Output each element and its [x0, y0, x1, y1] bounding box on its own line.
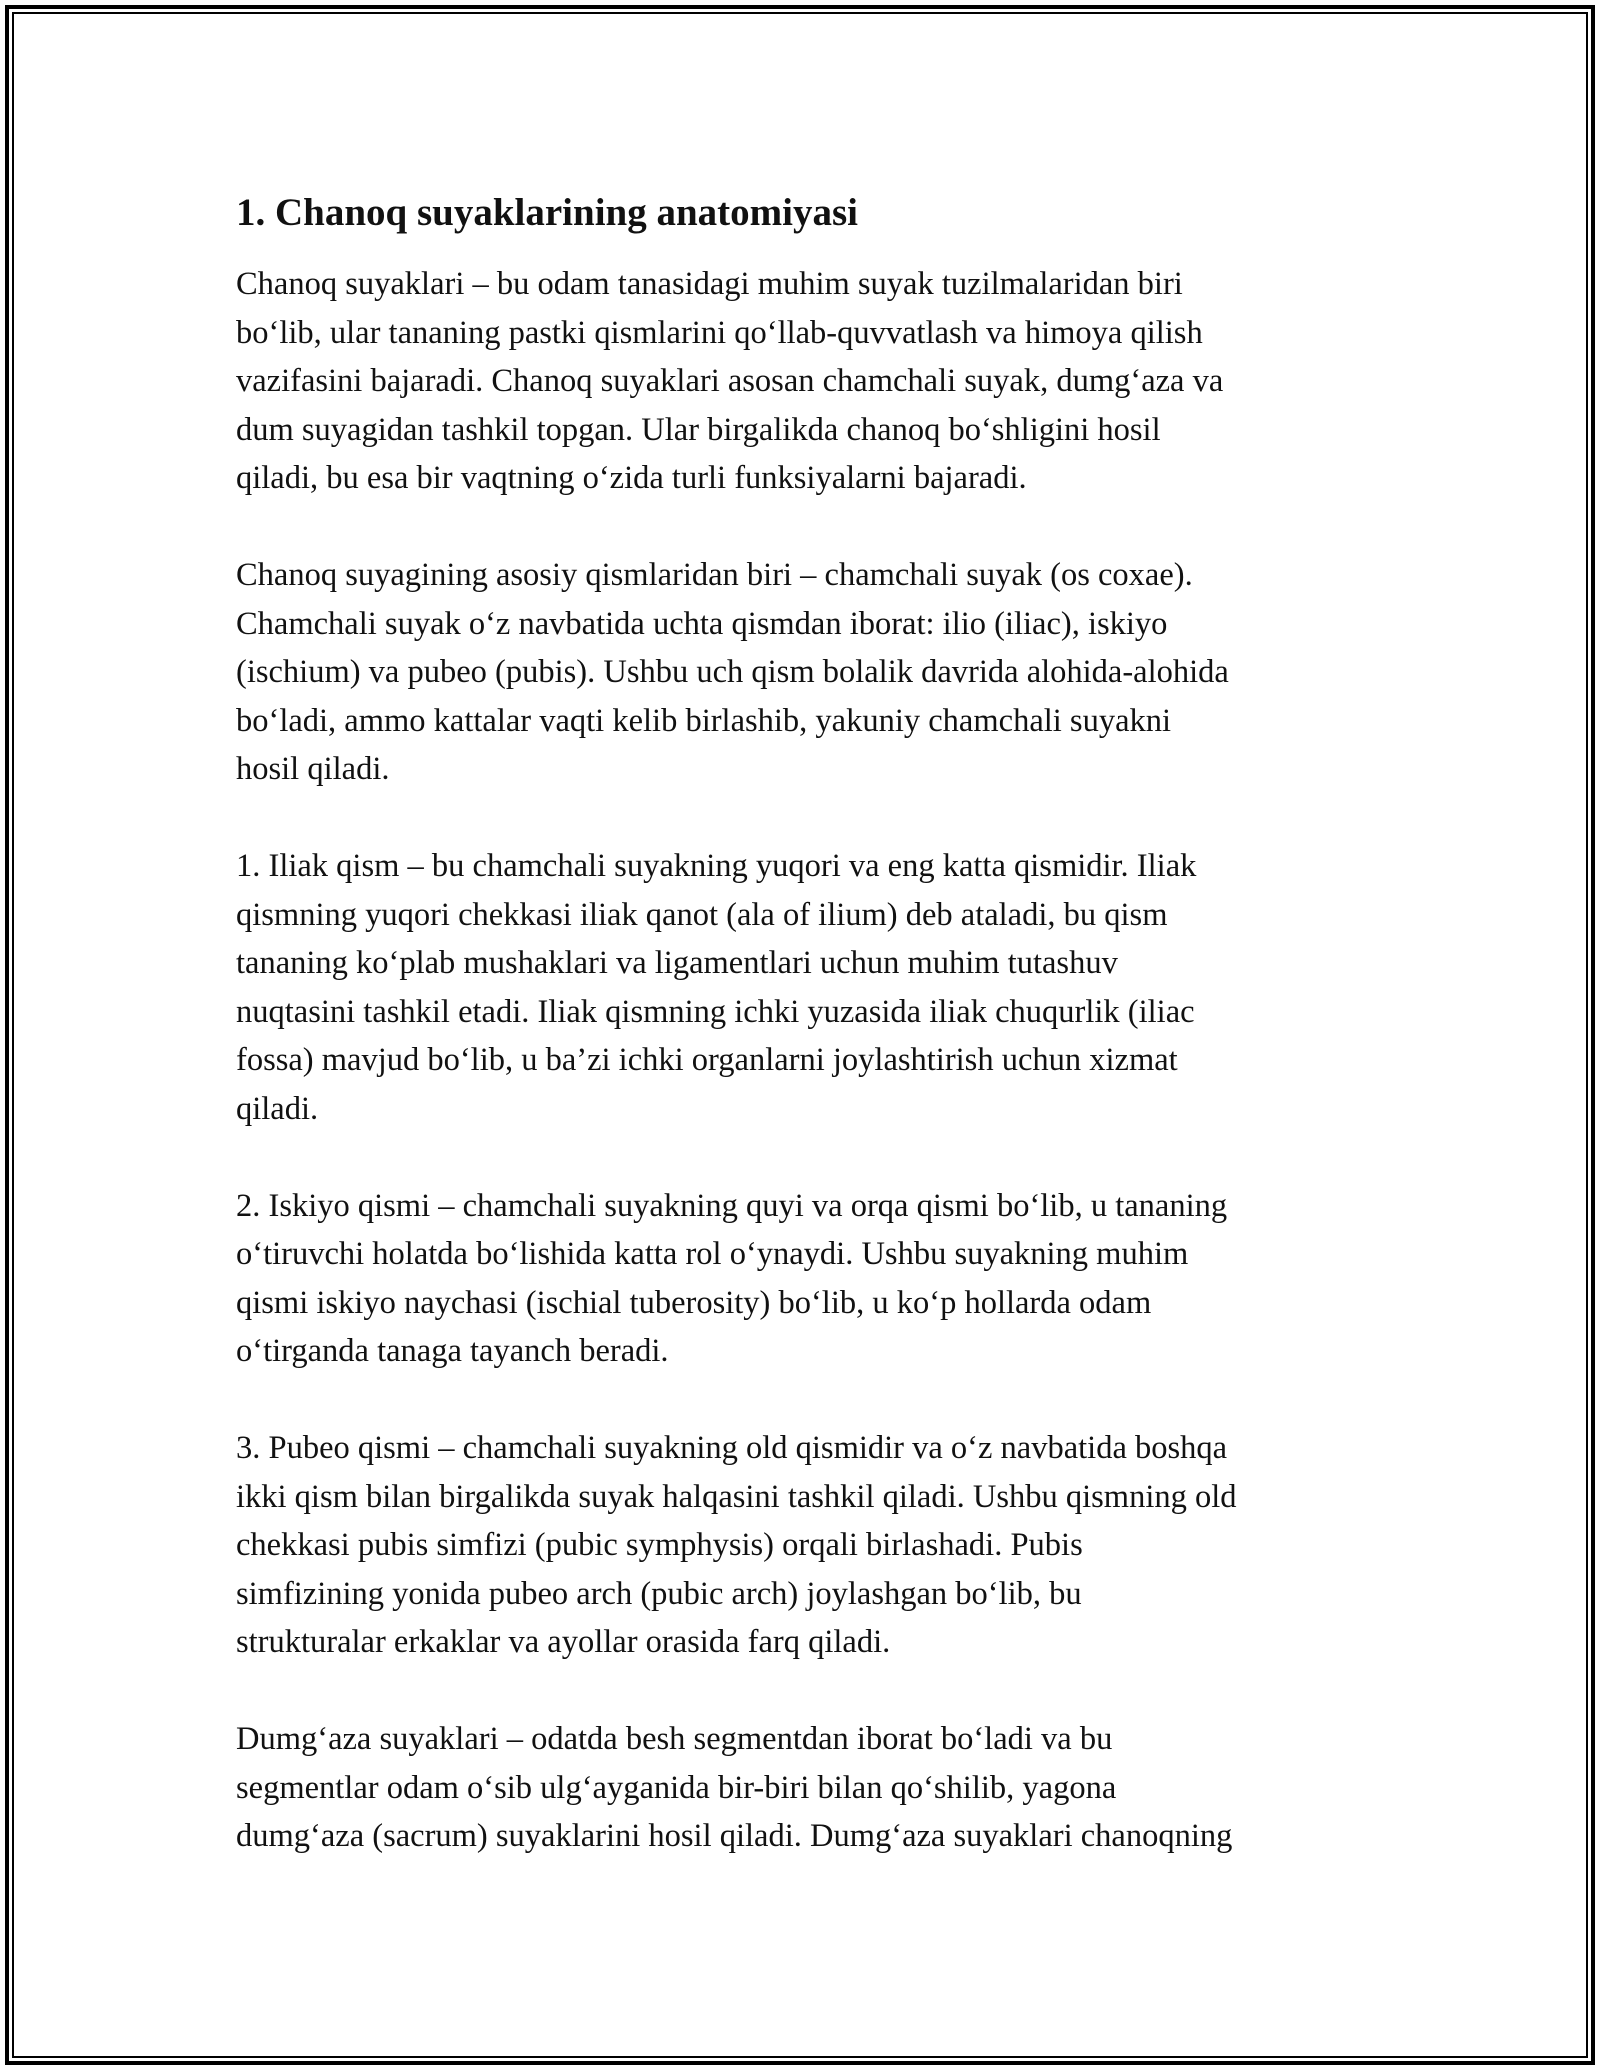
document-body	[236, 186, 1376, 1909]
paragraph-pubis-part: 3. Pubeo qismi – chamchali suyakning old qismidir va o‘z navbatida boshqa ikki qism bilan birgalikda suyak halqasini tashkil qiladi. Ushbu qismning old chekkasi pubis simfizi (pubic symphysis) orqali birlashadi. Pubis simfizining yonida pubeo arch (pubic arch) joylashgan bo‘lib, bu strukturalar erkaklar va ayollar orasida farq qiladi.	[236, 1430, 1237, 1660]
paragraph-ischium-part: 2. Iskiyo qismi – chamchali suyakning quyi va orqa qismi bo‘lib, u tananing o‘tiruvchi holatda bo‘lishida katta rol o‘ynaydi. Ushbu suyakning muhim qismi iskiyo naychasi (ischial tuberosity) bo‘lib, u ko‘p hollarda odam o‘tirganda tanaga tayanch beradi.	[236, 1187, 1228, 1369]
document-title: 1. Chanoq suyaklarining anatomiyasi	[236, 191, 859, 234]
paragraph-sacrum: Dumg‘aza suyaklari – odatda besh segmentdan iborat bo‘ladi va bu segmentlar odam o‘sib ulg‘ayganida bir-biri bilan qo‘shilib, yagona dumg‘aza (sacrum) suyaklarini hosil qiladi. Dumg‘aza suyaklari chanoqning	[236, 1721, 1233, 1854]
paragraph-os-coxae: Chanoq suyagining asosiy qismlaridan biri – chamchali suyak (os coxae). Chamchali suyak o‘z navbatida uchta qismdan iborat: ilio (iliac), iskiyo (ischium) va pubeo (pubis). Ushbu uch qism bolalik davrida alohida-alohida bo‘ladi, ammo kattalar vaqti kelib birlashib, yakuniy chamchali suyakni hosil qiladi.	[236, 557, 1229, 787]
paragraph-iliac-part: 1. Iliak qism – bu chamchali suyakning yuqori va eng katta qismidir. Iliak qismning yuqori chekkasi iliak qanot (ala of ilium) deb ataladi, bu qism tananing ko‘plab mushaklari va ligamentlari uchun muhim tutashuv nuqtasini tashkil etadi. Iliak qismning ichki yuzasida iliak chuqurlik (iliac fossa) mavjud bo‘lib, u ba’zi ichki organlarni joylashtirish uchun xizmat qiladi.	[236, 848, 1197, 1127]
paragraph-intro: Chanoq suyaklari – bu odam tanasidagi muhim suyak tuzilmalaridan biri bo‘lib, ular tananing pastki qismlarini qo‘llab-quvvatlash va himoya qilish vazifasini bajaradi. Chanoq suyaklari asosan chamchali suyak, dumg‘aza va dum suyagidan tashkil topgan. Ular birgalikda chanoq bo‘shligini hosil qiladi, bu esa bir vaqtning o‘zida turli funksiyalarni bajaradi.	[236, 266, 1224, 496]
